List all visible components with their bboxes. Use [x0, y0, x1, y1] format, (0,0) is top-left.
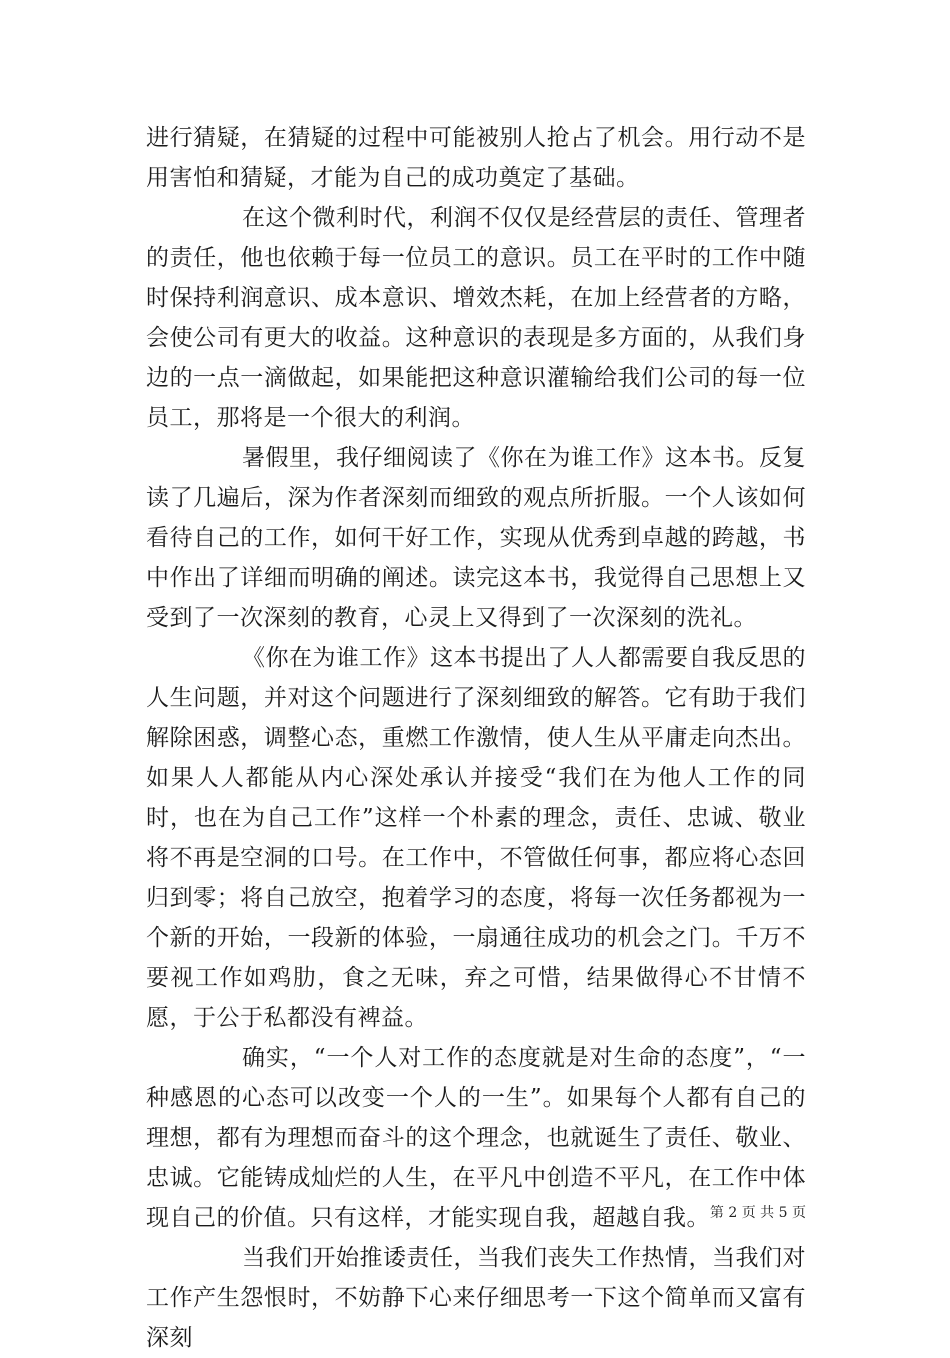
- paragraph-5: 确实，“一个人对工作的态度就是对生命的态度”，“一种感恩的心态可以改变一个人的一生”。如果每个人都有自己的理想，都有为理想而奋斗的这个理念，也就诞生了责任、敬业、忠诚。它能铸成灿烂的人生，在平凡中创造不平凡，在工作中体现自己的价值。只有这样，才能实现自我，超越自我。: [146, 1045, 806, 1231]
- paragraph-4: 《你在为谁工作》这本书提出了人人都需要自我反思的人生问题，并对这个问题进行了深刻细致的解答。它有助于我们解除困惑，调整心态，重燃工作激情，使人生从平庸走向杰出。如果人人都能从内心深处承认并接受“我们在为他人工作的同时，也在为自己工作”这样一个朴素的理念，责任、忠诚、敬业将不再是空洞的口号。在工作中，不管做任何事，都应将心态回归到零；将自己放空，抱着学习的态度，将每一次任务都视为一个新的开始，一段新的体验，一扇通往成功的机会之门。千万不要视工作如鸡肋，食之无味，弃之可惜，结果做得心不甘情不愿，于公于私都没有裨益。: [146, 645, 806, 1031]
- paragraph-6: 当我们开始推诿责任，当我们丧失工作热情，当我们对工作产生怨恨时，不妨静下心来仔细思考一下这个简单而又富有深刻: [146, 1245, 806, 1351]
- paragraph-1: 进行猜疑，在猜疑的过程中可能被别人抢占了机会。用行动不是用害怕和猜疑，才能为自己的成功奠定了基础。: [146, 125, 806, 191]
- body-text: [146, 118, 806, 1358]
- paragraph-3: 暑假里，我仔细阅读了《你在为谁工作》这本书。反复读了几遍后，深为作者深刻而细致的观点所折服。一个人该如何看待自己的工作，如何干好工作，实现从优秀到卓越的跨越，书中作出了详细而明确的阐述。读完这本书，我觉得自己思想上又受到了一次深刻的教育，心灵上又得到了一次深刻的洗礼。: [146, 445, 806, 631]
- page-number-footer: 第 2 页 共 5 页: [709, 1205, 806, 1221]
- paragraph-2: 在这个微利时代，利润不仅仅是经营层的责任、管理者的责任，他也依赖于每一位员工的意识。员工在平时的工作中随时保持利润意识、成本意识、增效杰耗，在加上经营者的方略，会使公司有更大的收益。这种意识的表现是多方面的，从我们身边的一点一滴做起，如果能把这种意识灌输给我们公司的每一位员工，那将是一个很大的利润。: [146, 205, 806, 431]
